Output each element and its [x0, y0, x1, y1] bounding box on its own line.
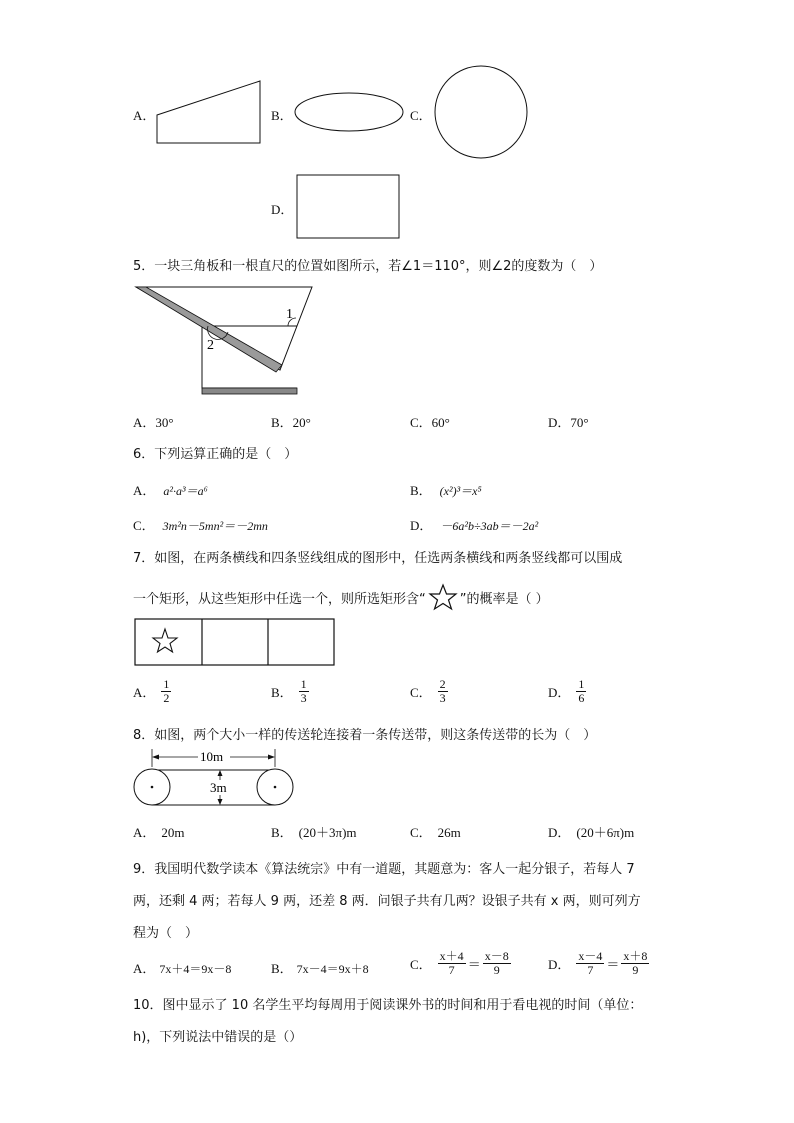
q6-option-c-letter: C． — [133, 518, 155, 533]
q8-stem: 8．如图，两个大小一样的传送轮连接着一条传送带，则这条传送带的长为（ ） — [133, 728, 597, 743]
q8-option-b — [271, 822, 357, 841]
q9-stem-line3: 程为（ ） — [133, 926, 199, 941]
q6-option-b-letter: B． — [410, 483, 432, 498]
q8-belt-figure — [130, 745, 300, 810]
star-icon — [428, 583, 458, 611]
q6-option-b-expr: (x²)³＝x⁵ — [439, 484, 482, 498]
q9-option-d-letter: D． — [548, 957, 571, 972]
q7-option-b — [271, 678, 309, 705]
q8-option-c-letter: C． — [410, 825, 432, 840]
q4-option-d-label: D． — [271, 202, 294, 217]
q7-option-a-den: 2 — [163, 691, 170, 705]
q6-option-c-expr: 3m²n－5mn²＝－2mn — [162, 519, 268, 533]
q7-stem-line2 — [133, 583, 549, 611]
q8-option-a-expr: 20m — [161, 825, 185, 840]
q9-option-d — [548, 950, 649, 977]
q7-option-a — [133, 678, 171, 705]
q7-option-d-fraction — [576, 678, 586, 705]
q8-option-d-expr: (20＋6π)m — [576, 825, 635, 840]
q9-option-b-expr: 7x－4＝9x＋8 — [296, 962, 369, 976]
q9-option-d-den2: 9 — [632, 963, 639, 977]
q8-option-a-letter: A． — [133, 825, 156, 840]
q9-option-d-eq: ＝ — [606, 957, 620, 972]
q7-option-a-fraction — [161, 678, 171, 705]
q10-stem-line1: 10．图中显示了 10 名学生平均每周用于阅读课外书的时间和用于看电视的时间（单位： — [133, 998, 643, 1013]
q7-option-c — [410, 678, 448, 705]
q6-option-d-letter: D． — [410, 518, 433, 533]
q9-option-d-frac2 — [621, 950, 649, 977]
q5-diagonal-strip — [136, 287, 282, 372]
q9-stem-line2: 两，还剩 4 两；若每人 9 两，还差 8 两．问银子共有几两？设银子共有 x 两，则可列方 — [133, 894, 641, 909]
q7-option-c-num: 2 — [439, 677, 446, 691]
q7-option-c-letter: C． — [410, 685, 432, 700]
q9-option-c-frac1 — [438, 950, 466, 977]
q9-option-c-den1: 7 — [448, 963, 455, 977]
q9-stem-line1: 9．我国明代数学读本《算法统宗》中有一道题，其题意为：客人一起分银子，若每人 7 — [133, 862, 635, 877]
q4-ellipse-figure — [290, 90, 408, 135]
q7-stem-line1: 7．如图，在两条横线和四条竖线组成的图形中，任选两条横线和两条竖线都可以围成 — [133, 551, 623, 566]
q4-trapezoid-figure — [150, 75, 265, 147]
q5-option-d: D．70° — [548, 415, 589, 430]
q7-option-d — [548, 678, 586, 705]
q4-rectangle-figure — [292, 170, 404, 242]
q8-option-b-expr: (20＋3π)m — [298, 825, 357, 840]
q9-option-c-den2: 9 — [493, 963, 500, 977]
q9-option-b-letter: B． — [271, 961, 293, 976]
q6-option-a — [133, 480, 208, 499]
q7-option-b-num: 1 — [300, 677, 307, 691]
q9-option-b — [271, 958, 369, 977]
q5-angle2-label: 2 — [207, 338, 214, 353]
q8-option-d-letter: D． — [548, 825, 571, 840]
q8-option-a — [133, 822, 185, 841]
q5-option-a: A．30° — [133, 415, 174, 430]
q4-option-c-label: C． — [410, 108, 432, 123]
q7-option-a-num: 1 — [163, 677, 170, 691]
q5-angle1-label: 1 — [286, 307, 293, 322]
q9-option-d-frac1 — [576, 950, 604, 977]
q8-option-c — [410, 822, 461, 841]
q7-stem-line2-before: 一个矩形，从这些矩形中任选一个，则所选矩形含“ — [133, 591, 426, 607]
q7-option-b-letter: B． — [271, 685, 293, 700]
q6-option-a-letter: A． — [133, 483, 156, 498]
q6-option-c — [133, 515, 268, 534]
q6-stem: 6．下列运算正确的是（ ） — [133, 447, 298, 462]
q4-option-b-label: B． — [271, 108, 293, 123]
q6-option-d-expr: －6a²b÷3ab＝－2a² — [440, 519, 539, 533]
q8-length-label: 10m — [200, 749, 224, 764]
q7-option-b-den: 3 — [300, 691, 307, 705]
q9-option-c-num2: x－8 — [484, 949, 509, 963]
q9-option-d-den1: 7 — [587, 963, 594, 977]
q9-option-a-letter: A． — [133, 961, 156, 976]
q8-option-c-expr: 26m — [437, 825, 461, 840]
q9-option-c-num1: x＋4 — [439, 949, 464, 963]
q7-option-c-den: 3 — [439, 691, 446, 705]
q5-figure — [130, 280, 320, 400]
q6-option-d — [410, 515, 538, 534]
q7-stem-line2-after: ”的概率是（ ） — [459, 591, 549, 607]
q8-option-d — [548, 822, 634, 841]
q8-height-label: 3m — [210, 780, 227, 795]
q9-option-a-expr: 7x＋4＝9x－8 — [159, 962, 232, 976]
q6-option-b — [410, 480, 482, 499]
q9-option-c-letter: C． — [410, 957, 432, 972]
q5-stem: 5．一块三角板和一根直尺的位置如图所示，若∠1＝110°，则∠2的度数为（ ） — [133, 259, 603, 274]
q7-grid-star-icon — [153, 629, 177, 652]
q7-option-d-letter: D． — [548, 685, 571, 700]
q9-option-c-eq: ＝ — [467, 957, 481, 972]
q9-option-d-num1: x－4 — [578, 949, 603, 963]
q10-stem-line2: h)，下列说法中错误的是（） — [133, 1030, 303, 1045]
q4-circle-figure — [428, 62, 532, 162]
q7-grid-figure — [134, 617, 336, 667]
q7-option-d-den: 6 — [578, 691, 585, 705]
q9-option-d-num2: x＋8 — [623, 949, 648, 963]
q9-option-a — [133, 958, 231, 977]
q6-option-a-expr: a²·a³＝a⁶ — [163, 484, 208, 498]
q9-option-c — [410, 950, 511, 977]
q9-option-c-frac2 — [483, 950, 511, 977]
q5-option-b: B．20° — [271, 415, 311, 430]
q5-ruler-bar — [202, 388, 297, 394]
q7-option-a-letter: A． — [133, 685, 156, 700]
q4-option-a-label: A． — [133, 108, 156, 123]
q5-option-c: C．60° — [410, 415, 450, 430]
q8-option-b-letter: B． — [271, 825, 293, 840]
q7-option-c-fraction — [438, 678, 448, 705]
q7-option-b-fraction — [299, 678, 309, 705]
q7-option-d-num: 1 — [578, 677, 585, 691]
